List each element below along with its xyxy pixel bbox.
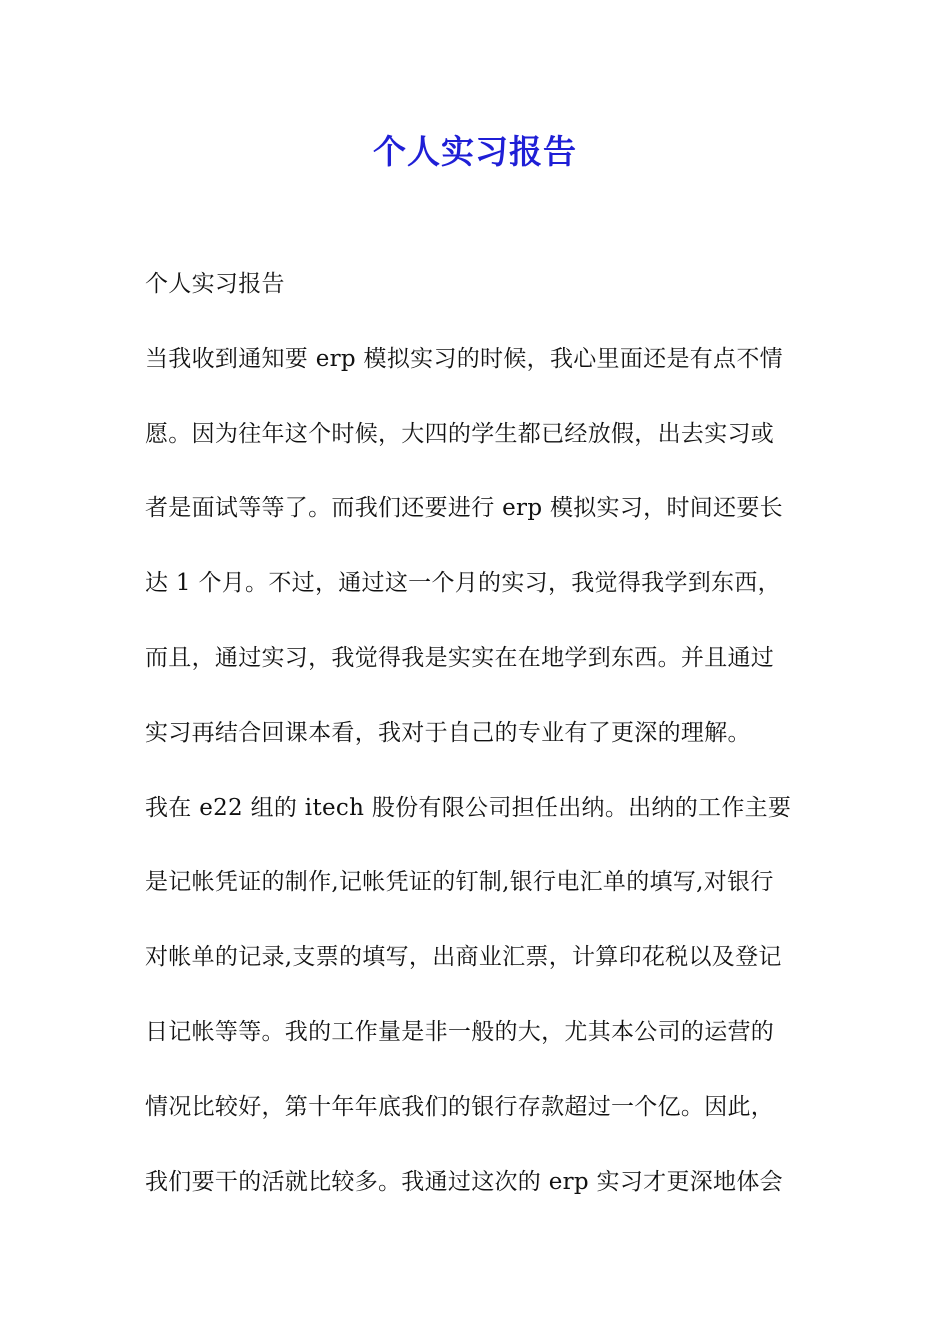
text-line: 达 1 个月。不过，通过这一个月的实习，我觉得我学到东西， (145, 570, 781, 597)
document-title: 个人实习报告 (373, 132, 577, 171)
text-line: 日记帐等等。我的工作量是非一般的大，尤其本公司的运营的 (145, 1018, 775, 1045)
text-line: 实习再结合回课本看，我对于自己的专业有了更深的理解。 (145, 719, 751, 746)
text-line: 者是面试等等了。而我们还要进行 erp 模拟实习，时间还要长 (145, 495, 783, 522)
text-line: 情况比较好，第十年年底我们的银行存款超过一个亿。因此， (145, 1093, 775, 1120)
text-line: 个人实习报告 (145, 271, 285, 297)
text-line: 而且，通过实习，我觉得我是实实在在地学到东西。并且通过 (145, 644, 775, 671)
text-line: 当我收到通知要 erp 模拟实习的时候，我心里面还是有点不情 (145, 345, 783, 372)
text-line: 对帐单的记录,支票的填写，出商业汇票，计算印花税以及登记 (145, 944, 782, 971)
text-line: 我在 e22 组的 itech 股份有限公司担任出纳。出纳的工作主要 (145, 794, 792, 821)
text-line: 是记帐凭证的制作,记帐凭证的钉制,银行电汇单的填写,对银行 (145, 869, 774, 896)
text-line: 我们要干的活就比较多。我通过这次的 erp 实习才更深地体会 (145, 1168, 783, 1195)
document-body (145, 262, 810, 1234)
text-line: 愿。因为往年这个时候，大四的学生都已经放假，出去实习或 (145, 420, 775, 447)
